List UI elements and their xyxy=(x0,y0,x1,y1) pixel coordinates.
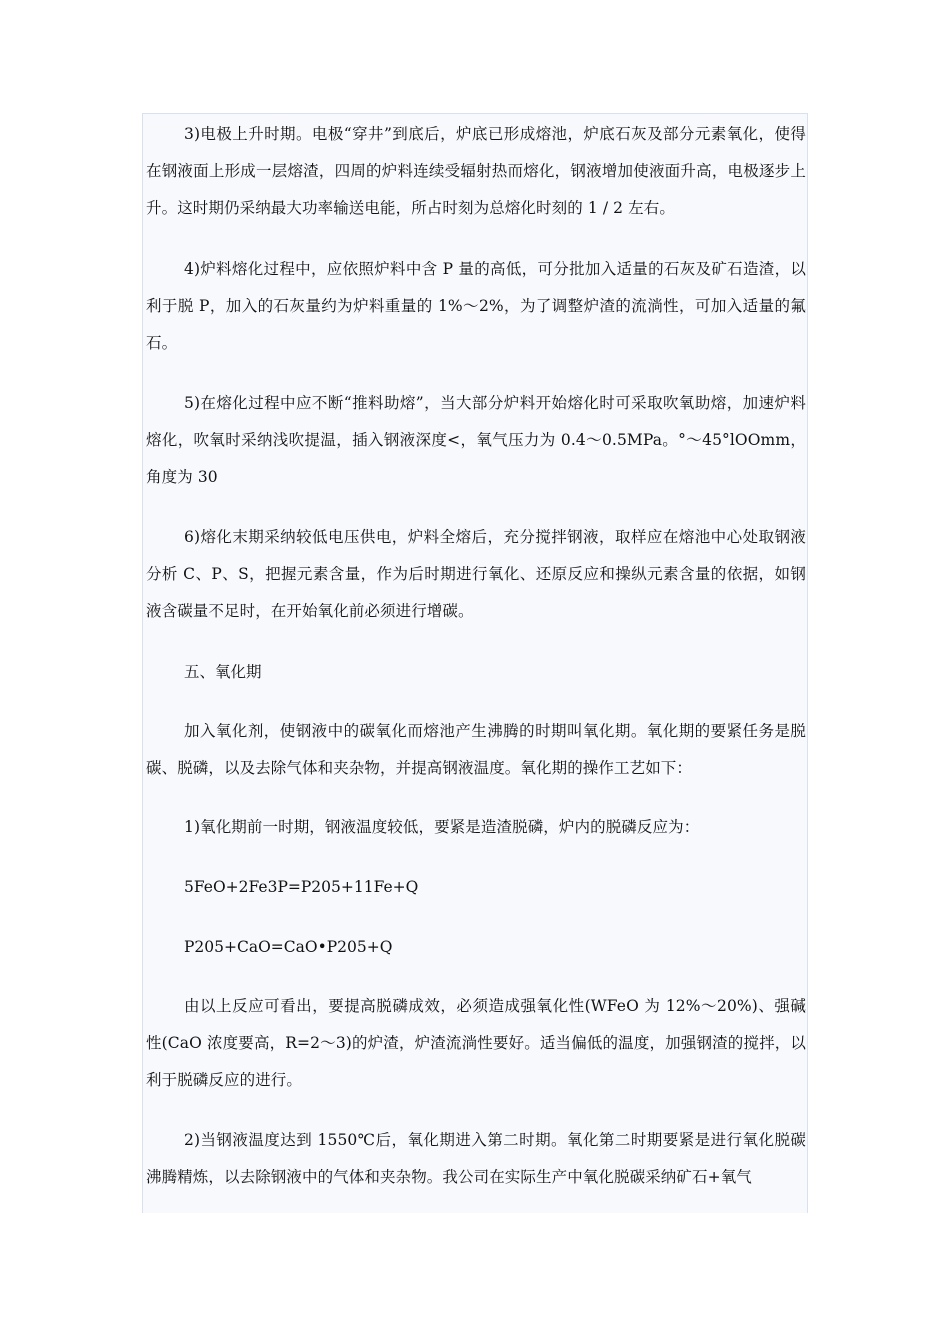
paragraph-melting-end: 6)熔化末期采纳较低电压供电，炉料全熔后，充分搅拌钢液，取样应在熔池中心处取钢液分析 C、P、S，把握元素含量，作为后时期进行氧化、还原反应和操纵元素含量的依据，如钢液含碳量不足时，在开始氧化前必须进行增碳。 xyxy=(146,528,806,620)
paragraph-oxidation-intro: 加入氧化剂，使钢液中的碳氧化而熔池产生沸腾的时期叫氧化期。氧化期的要紧任务是脱碳、脱磷，以及去除气体和夹杂物，并提高钢液温度。氧化期的操作工艺如下： xyxy=(146,722,806,777)
formula-reaction-2: P205+CaO=CaO•P205+Q xyxy=(184,938,393,956)
section-heading-oxidation-period: 五、氧化期 xyxy=(184,663,262,681)
formula-reaction-1: 5FeO+2Fe3P=P205+11Fe+Q xyxy=(184,878,419,896)
paragraph-slag-making: 4)炉料熔化过程中，应依照炉料中含 P 量的高低，可分批加入适量的石灰及矿石造渣，以利于脱 P，加入的石灰量约为炉料重量的 1%～2%，为了调整炉渣的流淌性，可加入适量的氟石。 xyxy=(146,260,806,352)
paragraph-oxygen-blowing: 5)在熔化过程中应不断“推料助熔”，当大部分炉料开始熔化时可采取吹氧助熔，加速炉料熔化，吹氧时采纳浅吹提温，插入钢液深度<，氧气压力为 0.4～0.5MPa。°～45°lOOmm，角度为 30 xyxy=(146,394,806,486)
paragraph-dephosphorization-conditions: 由以上反应可看出，要提高脱磷成效，必须造成强氧化性(WFeO 为 12%～20%)、强碱性(CaO 浓度要高，R=2～3)的炉渣，炉渣流淌性要好。适当偏低的温度，加强钢渣的搅拌，以利于脱磷反应的进行。 xyxy=(146,997,806,1089)
text-content-area xyxy=(142,113,808,1213)
paragraph-oxidation-second-stage: 2)当钢液温度达到 1550℃后，氧化期进入第二时期。氧化第二时期要紧是进行氧化脱碳沸腾精炼，以去除钢液中的气体和夹杂物。我公司在实际生产中氧化脱碳采纳矿石+氧气 xyxy=(146,1131,806,1186)
paragraph-dephosphorization: 1)氧化期前一时期，钢液温度较低，要紧是造渣脱磷，炉内的脱磷反应为： xyxy=(184,818,700,836)
paragraph-electrode-rising: 3)电极上升时期。电极“穿井”到底后，炉底已形成熔池，炉底石灰及部分元素氧化，使得在钢液面上形成一层熔渣，四周的炉料连续受辐射热而熔化，钢液增加使液面升高，电极逐步上升。这时期仍采纳最大功率输送电能，所占时刻为总熔化时刻的 1 / 2 左右。 xyxy=(146,125,806,217)
